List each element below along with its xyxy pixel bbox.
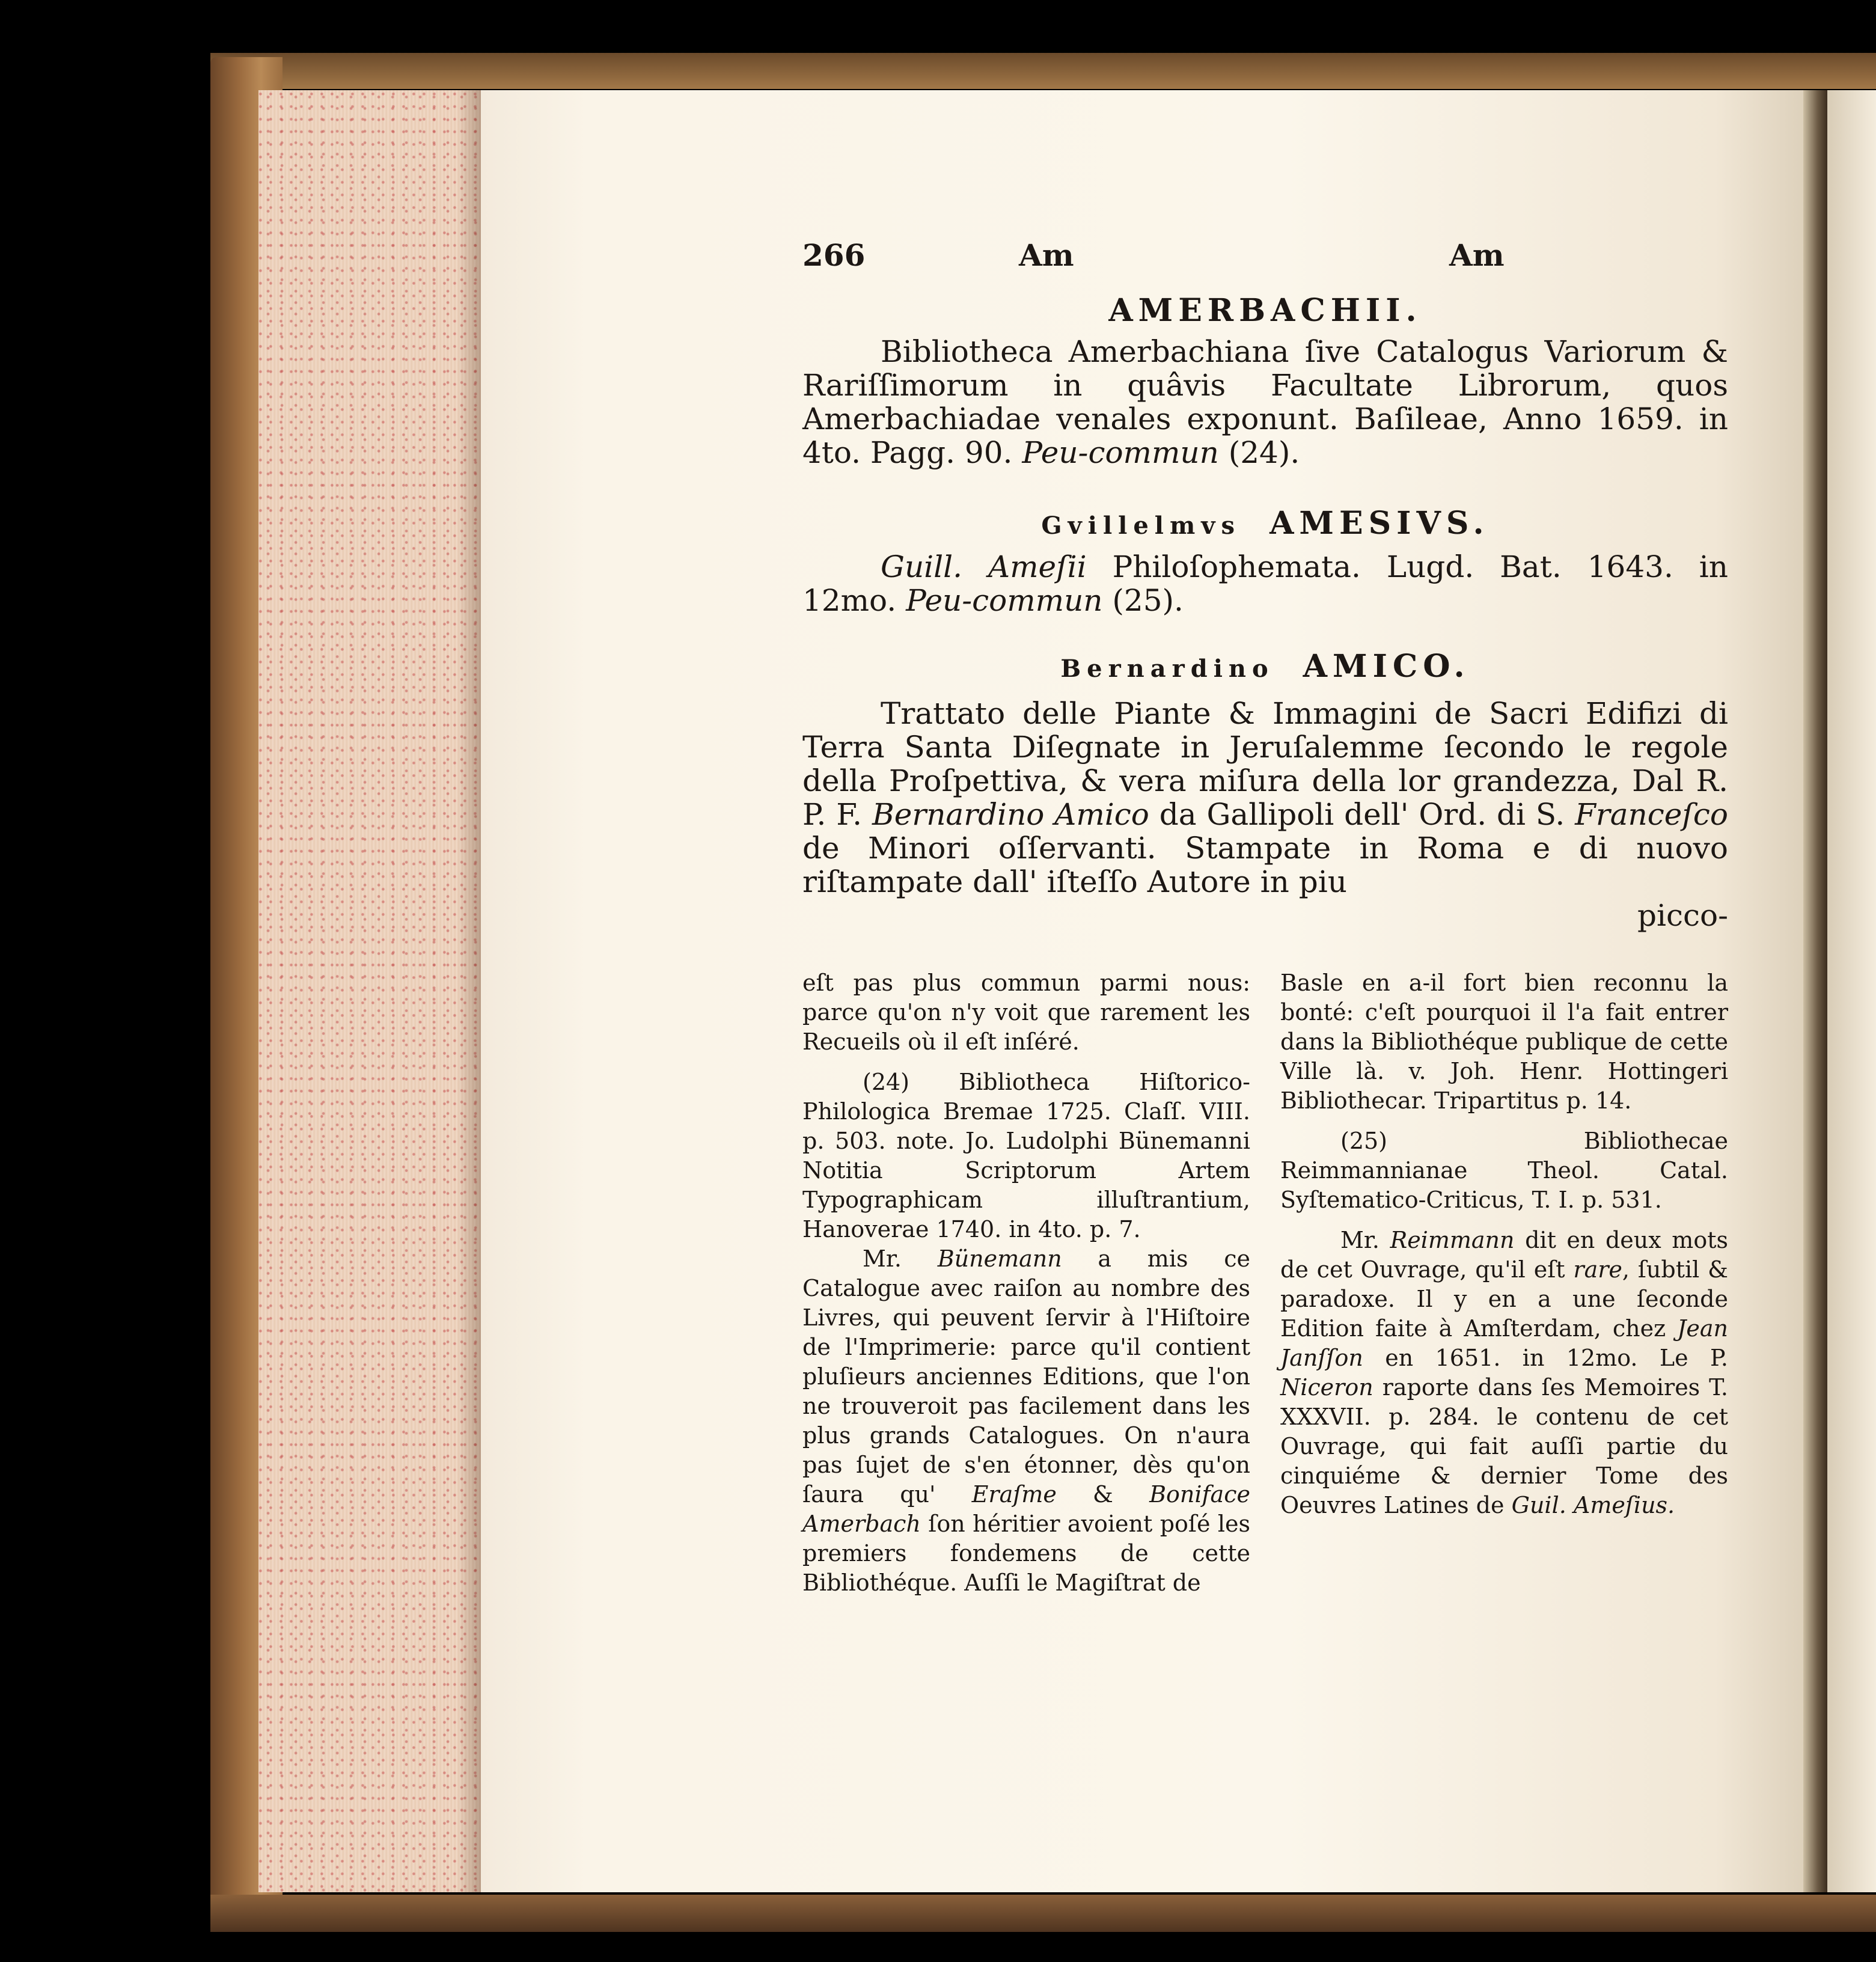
page-edge-shadow: [457, 90, 481, 1892]
book-cover-bottom: [210, 1895, 1876, 1932]
footnote-paragraph: Mr. Reimmann dit en deux mots de cet Ouvrage, qu'il eſt rare, ſubtil & paradoxe. Il y en a une ſeconde Edition faite à Amſterdam, chez Jean Janſſon en 1651. in 12mo. Le P. Niceron raporte dans ſes Memoires T. XXXVII. p. 284. le contenu de cet Ouvrage, qui fait auſſi partie du cinquiéme & dernier Tome des Oeuvres Latines de Guil. Ameſius.: [1280, 1227, 1728, 1518]
running-head-right: Am: [1449, 237, 1505, 273]
entry-amesius: Guill. Ameſii Philoſophemata. Lugd. Bat. 1643. in 12mo. Peu-commun (25).: [802, 549, 1728, 618]
footnote-25: (25) Bibliothecae Reimmannianae Theol. Catal. Syſtematico-Criticus, T. I. p. 531.: [1280, 1128, 1728, 1213]
page-number: 266: [802, 237, 866, 273]
book-gutter: [1803, 90, 1827, 1892]
running-head: [802, 237, 1728, 286]
footnote-paragraph: Mr. Bünemann a mis ce Catalogue avec raiſon au nombre des Livres, qui peuvent ſervir à l'Hiſtoire de l'Imprimerie: parce qu'il contient pluſieurs anciennes Editions, que l'on ne trouveroit pas facilement dans les plus grands Catalogues. On n'aura pas ſujet de s'en étonner, dès qu'on ſaura qu' Eraſme & Boniface Amerbach ſon héritier avoient poſé les premiers fondemens de cette Bibliothéque. Auſſi le Magiſtrat de: [802, 1245, 1250, 1596]
entry-amerbachiana: Bibliotheca Amerbachiana ſive Catalogus Variorum & Rariſſimorum in quâvis Facultate Librorum, quos Amerbachiadae venales exponunt. Baſileae, Anno 1659. in 4to. Pagg. 90. Peu-commun (24).: [802, 334, 1728, 470]
footnote-paragraph: eſt pas plus commun parmi nous: parce qu'on n'y voit que rarement les Recueils où il eſt inſéré.: [802, 970, 1250, 1055]
section-heading-amesius: Gvillelmvs AMESIVS.: [1041, 505, 1489, 542]
footnote-24: (24) Bibliotheca Hiſtorico-Philologica Bremae 1725. Claſſ. VIII. p. 503. note. Jo. Ludolphi Bünemanni Notitia Scriptorum Artem Typographicam illuſtrantium, Hanoverae 1740. in 4to. p. 7.: [802, 1069, 1250, 1242]
entry-amico: Trattato delle Piante & Immagini de Sacri Edifizi di Terra Santa Diſegnate in Jeruſalemme ſecondo le regole della Proſpettiva, & vera miſura della lor grandezza, Dal R. P. F. Bernardino Amico da Gallipoli dell' Ord. di S. Franceſco de Minori oſſervanti. Stampate in Roma e di nuovo riſtampate dall' iſteſſo Autore in piu: [802, 696, 1728, 899]
footnote-paragraph: Basle en a-il fort bien reconnu la bonté: c'eſt pourquoi il l'a fait entrer dans la Bibliothéque publique de cette Ville là. v. Joh. Henr. Hottingeri Bibliothecar. Tripartitus p. 14.: [1280, 970, 1728, 1114]
rarity-label: Peu-commun: [1022, 435, 1219, 470]
footnotes-left-column: [802, 968, 1250, 1598]
rarity-label: Peu-commun: [906, 583, 1103, 618]
running-head-left: Am: [1019, 237, 1074, 273]
section-heading-amerbachii: AMERBACHII.: [1108, 292, 1422, 329]
footnotes: [802, 968, 1728, 1596]
page-edges: [258, 90, 481, 1892]
book-cover-top: [210, 53, 1876, 89]
section-heading-amico: Bernardino AMICO.: [1060, 648, 1470, 685]
footnotes-right-column: [1280, 968, 1728, 1520]
page-content: [802, 237, 1728, 1596]
note-reference: (25).: [1112, 583, 1184, 618]
catchword: picco-: [1637, 898, 1728, 933]
facing-page-edge: [1827, 90, 1876, 1892]
note-reference: (24).: [1228, 435, 1300, 470]
